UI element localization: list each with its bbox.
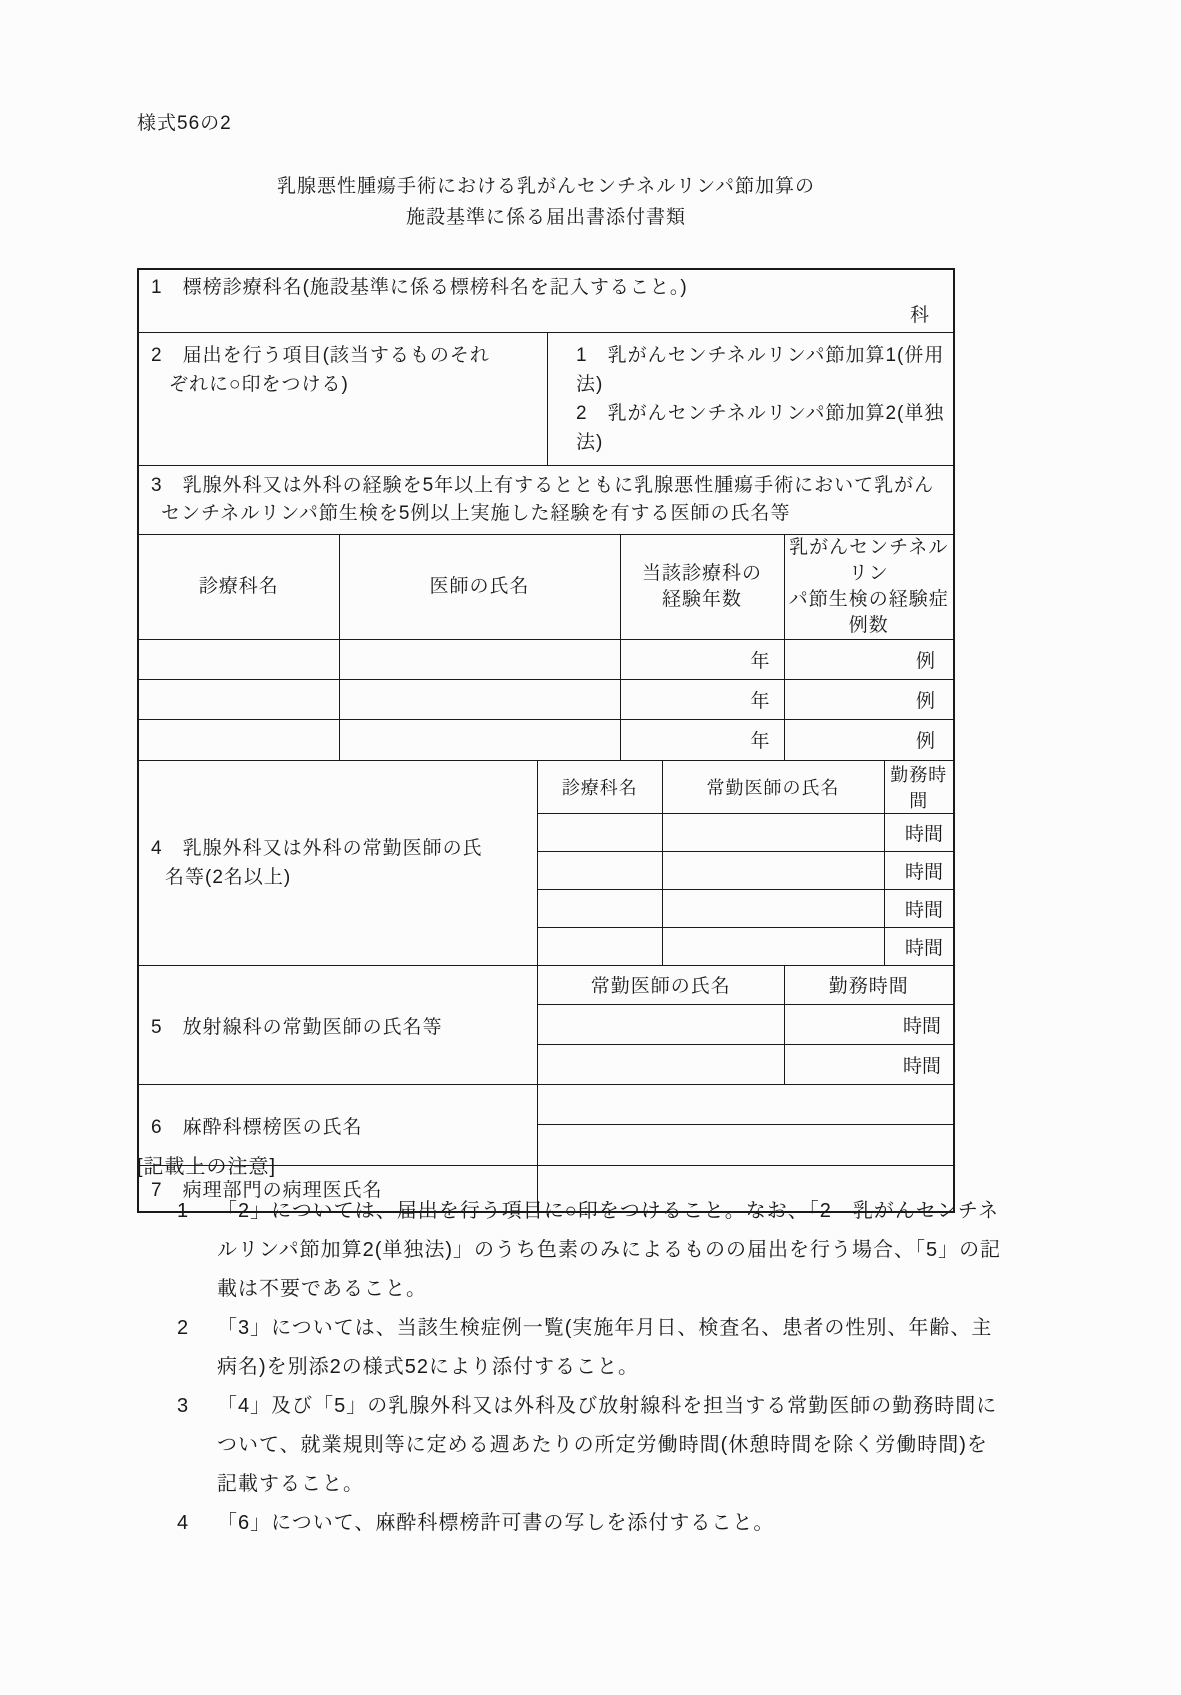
- years-cell: 年: [620, 720, 784, 760]
- notes-heading: [記載上の注意]: [137, 1156, 277, 1178]
- section2-notification-items: [139, 332, 953, 465]
- header-doctor-name: 医師の氏名: [339, 535, 620, 640]
- cases-cell: 例: [784, 640, 953, 680]
- option-sentinel-addition-2: 2 乳がんセンチネルリンパ節加算2(単独法): [576, 403, 945, 453]
- doctor-row-3: [139, 720, 953, 760]
- surgeon-row-3: [538, 889, 953, 927]
- section2-label-cell: [139, 333, 548, 465]
- doctor-name-blank-cell: [538, 1004, 784, 1044]
- doctor-row-1: [139, 640, 953, 680]
- section7-label: 7 病理部門の病理医氏名: [151, 1180, 383, 1201]
- application-form-table: [137, 268, 955, 1213]
- radiology-row-2: [538, 1044, 953, 1084]
- hours-cell: 時間: [884, 889, 953, 927]
- header-experience-years: [620, 535, 784, 640]
- doctor-name-blank-cell: [662, 927, 884, 965]
- section2-options-cell: [548, 333, 953, 465]
- hours-cell: 時間: [884, 813, 953, 851]
- hours-cell: 時間: [784, 1004, 953, 1044]
- years-cell: 年: [620, 680, 784, 720]
- doctor-name-blank-cell: [538, 1044, 784, 1084]
- notes-list: [137, 1192, 1017, 1543]
- section3-label-line2: センチネルリンパ節生検を5例以上実施した経験を有する医師の氏名等: [161, 503, 791, 524]
- section4-fulltime-surgeons: [139, 760, 953, 966]
- note-item-1: [177, 1192, 1007, 1309]
- section2-label-line2: ぞれに○印をつける): [169, 374, 349, 395]
- hours-cell: 時間: [884, 851, 953, 889]
- notes-section: [137, 1150, 1017, 1543]
- document-title-line2: 施設基準に係る届出書添付書類: [405, 207, 686, 228]
- section1-department-unit: 科: [909, 305, 929, 326]
- header-department-name: 診療科名: [538, 761, 662, 814]
- note-number: 1: [177, 1200, 190, 1222]
- header-working-hours: 勤務時間: [784, 966, 953, 1004]
- section5-label: 5 放射線科の常勤医師の氏名等: [151, 1016, 443, 1038]
- section5-table-cell: [538, 966, 953, 1084]
- header-biopsy-cases-line1: 乳がんセンチネルリン: [789, 537, 949, 584]
- section4-label-line1: 4 乳腺外科又は外科の常勤医師の氏: [151, 837, 483, 859]
- dept-blank-cell: [139, 640, 339, 680]
- note-number: 3: [177, 1395, 190, 1417]
- header-experience-years-line1: 当該診療科の: [641, 563, 762, 584]
- section4-surgeon-table: [538, 761, 953, 966]
- note-text: 「2」については、届出を行う項目に○印をつけること。なお、「2 乳がんセンチネルリンパ節加算2(単独法)」のうち色素のみによるものの届出を行う場合、「5」の記載は不要であること。: [217, 1200, 1002, 1300]
- years-cell: 年: [620, 640, 784, 680]
- doctor-name-blank-cell: [339, 640, 620, 680]
- surgeon-row-2: [538, 851, 953, 889]
- header-biopsy-cases: [784, 535, 953, 640]
- hours-cell: 時間: [884, 927, 953, 965]
- doctor-name-blank-cell: [662, 851, 884, 889]
- note-item-3: [177, 1387, 1007, 1504]
- cases-cell: 例: [784, 680, 953, 720]
- option-sentinel-addition-1: 1 乳がんセンチネルリンパ節加算1(併用法): [576, 345, 945, 395]
- surgeon-row-4: [538, 927, 953, 965]
- dept-blank-cell: [538, 851, 662, 889]
- dept-blank-cell: [538, 889, 662, 927]
- surgeon-row-1: [538, 813, 953, 851]
- header-working-hours: 勤務時間: [884, 761, 953, 814]
- section6-label: 6 麻酔科標榜医の氏名: [151, 1116, 363, 1138]
- section5-radiology-doctors: [139, 965, 953, 1084]
- section3-doctor-table: [139, 535, 953, 760]
- note-item-2: [177, 1309, 1007, 1387]
- document-title-line1: 乳腺悪性腫瘍手術における乳がんセンチネルリンパ節加算の: [277, 176, 815, 197]
- section5-label-cell: [139, 966, 538, 1084]
- header-experience-years-line2: 経験年数: [661, 589, 742, 610]
- section1-label: 1 標榜診療科名(施設基準に係る標榜科名を記入すること。): [151, 277, 688, 298]
- dept-blank-cell: [538, 927, 662, 965]
- dept-blank-cell: [139, 720, 339, 760]
- note-number: 4: [177, 1512, 190, 1534]
- note-text: 「6」について、麻酔科標榜許可書の写しを添付すること。: [217, 1512, 775, 1534]
- section1-registered-department: [139, 270, 953, 332]
- section4-table-cell: [538, 761, 953, 966]
- dept-blank-cell: [139, 680, 339, 720]
- section5-radiology-table: [538, 966, 953, 1084]
- note-item-4: [177, 1504, 1007, 1543]
- doctor-name-blank-cell: [339, 720, 620, 760]
- header-fulltime-doctor-name: 常勤医師の氏名: [662, 761, 884, 814]
- form-code: 様式56の2: [137, 113, 232, 134]
- radiology-row-1: [538, 1004, 953, 1044]
- note-number: 2: [177, 1317, 190, 1339]
- doctor-row-2: [139, 680, 953, 720]
- section3-description: [139, 465, 953, 534]
- hours-cell: 時間: [784, 1044, 953, 1084]
- note-text: 「4」及び「5」の乳腺外科又は外科及び放射線科を担当する常勤医師の勤務時間について、就業規則等に定める週あたりの所定労働時間(休憩時間を除く労働時間)を記載すること。: [217, 1395, 998, 1495]
- document-title: [137, 171, 955, 233]
- section4-label-cell: [139, 761, 538, 966]
- note-text: 「3」については、当該生検症例一覧(実施年月日、検査名、患者の性別、年齢、主病名)を別添2の様式52により添付すること。: [217, 1317, 993, 1378]
- section2-label-line1: 2 届出を行う項目(該当するものそれ: [151, 345, 490, 366]
- header-fulltime-doctor-name: 常勤医師の氏名: [538, 966, 784, 1004]
- dept-blank-cell: [538, 813, 662, 851]
- anesthesiologist-blank-row-1: [538, 1085, 953, 1125]
- doctor-name-blank-cell: [662, 889, 884, 927]
- cases-cell: 例: [784, 720, 953, 760]
- section4-label-line2: 名等(2名以上): [165, 866, 292, 888]
- section3-doctor-table-wrap: [139, 534, 953, 760]
- doctor-name-blank-cell: [339, 680, 620, 720]
- section3-label-line1: 3 乳腺外科又は外科の経験を5年以上有するとともに乳腺悪性腫瘍手術において乳がん: [151, 475, 935, 496]
- header-biopsy-cases-line2: パ節生検の経験症例数: [788, 589, 949, 636]
- header-department-name: 診療科名: [139, 535, 339, 640]
- doctor-name-blank-cell: [662, 813, 884, 851]
